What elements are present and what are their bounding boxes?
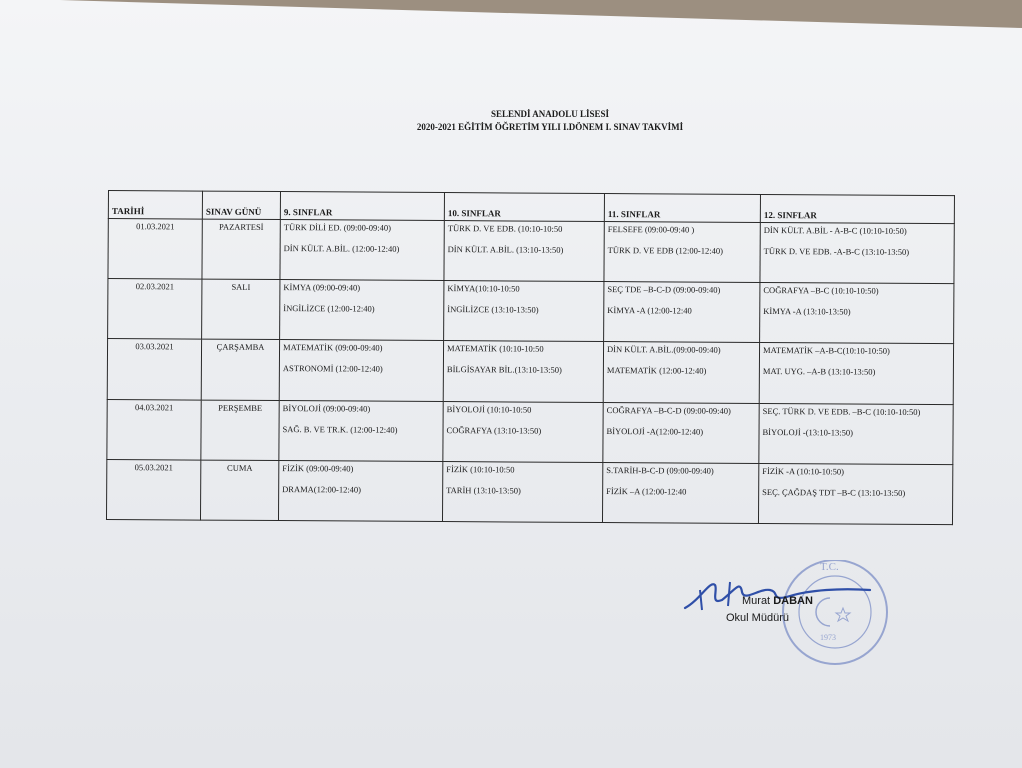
grade-10-exams	[444, 281, 604, 342]
exam-entry: KİMYA(10:10-10:50	[447, 283, 520, 294]
exam-entry: DİN KÜLT. A.BİL - A-B-C (10:10-10:50)	[763, 225, 907, 236]
table-row	[106, 459, 952, 524]
exam-entry: TÜRK D. VE EDB (12:00-12:40)	[607, 245, 723, 256]
exam-entry: BİYOLOJİ -(13:10-13:50)	[762, 426, 853, 438]
table-row	[108, 219, 954, 284]
col-header-day: SINAV GÜNÜ	[202, 191, 280, 220]
exam-day: PAZARTESİ	[202, 219, 280, 280]
exam-entry: BİLGİSAYAR BİL.(13:10-13:50)	[446, 364, 562, 376]
exam-entry: SAĞ. B. VE TR.K. (12:00-12:40)	[282, 423, 398, 435]
exam-day: PERŞEMBE	[201, 400, 279, 461]
grade-11-exams	[604, 222, 760, 283]
exam-day: ÇARŞAMBA	[201, 339, 279, 400]
exam-entry: FİZİK (09:00-09:40)	[282, 462, 354, 474]
col-header-grade-11: 11. SINFLAR	[604, 194, 760, 223]
exam-entry: KİMYA (09:00-09:40)	[283, 282, 361, 293]
exam-date: 01.03.2021	[108, 219, 202, 280]
exam-date: 05.03.2021	[106, 459, 200, 520]
col-header-grade-10: 10. SINFLAR	[444, 193, 604, 222]
exam-entry: MATEMATİK –A-B-C(10:10-10:50)	[763, 345, 890, 357]
exam-entry: KİMYA -A (12:00-12:40	[607, 305, 692, 316]
grade-12-exams	[760, 283, 954, 344]
exam-entry: SEÇ. ÇAĞDAŞ TDT –B-C (13:10-13:50)	[762, 486, 906, 498]
exam-entry: BİYOLOJİ (09:00-09:40)	[282, 402, 371, 414]
principal-title: Okul Müdürü	[726, 612, 789, 624]
grade-11-exams	[603, 402, 759, 463]
stamp-top-text: T.C.	[820, 561, 839, 573]
document-header	[340, 108, 760, 134]
principal-name	[742, 595, 813, 607]
exam-entry: FİZİK –A (12:00-12:40	[606, 485, 687, 497]
grade-10-exams	[444, 221, 604, 282]
exam-entry: TARİH (13:10-13:50)	[446, 484, 521, 496]
document-title: 2020-2021 EĞİTİM ÖĞRETİM YILI I.DÖNEM I. SINAV TAKVİMİ	[416, 122, 684, 132]
exam-entry: COĞRAFYA –B-C (10:10-10:50)	[763, 285, 879, 296]
exam-entry: DİN KÜLT. A.BİL.(09:00-09:40)	[607, 344, 721, 356]
exam-date: 02.03.2021	[108, 279, 202, 340]
col-header-grade-9: 9. SINFLAR	[280, 192, 444, 221]
exam-entry: COĞRAFYA –B-C-D (09:00-09:40)	[606, 404, 731, 416]
grade-10-exams	[442, 461, 602, 522]
grade-9-exams	[280, 220, 444, 281]
exam-entry: FİZİK (10:10-10:50	[446, 463, 515, 475]
official-stamp-and-signature	[680, 560, 900, 670]
exam-entry: BİYOLOJİ (10:10-10:50	[446, 403, 532, 415]
grade-9-exams	[279, 340, 443, 401]
table-row	[107, 339, 953, 404]
table-row	[108, 279, 954, 344]
grade-9-exams	[279, 400, 443, 461]
grade-9-exams	[278, 460, 442, 521]
col-header-grade-12: 12. SINFLAR	[760, 194, 954, 223]
exam-entry: TÜRK D. VE EDB. -A-B-C (13:10-13:50)	[763, 246, 910, 257]
exam-entry: BİYOLOJİ -A(12:00-12:40)	[606, 425, 704, 437]
exam-entry: KİMYA -A (13:10-13:50)	[763, 306, 851, 317]
exam-date: 04.03.2021	[107, 399, 201, 460]
principal-surname: DABAN	[773, 595, 813, 607]
stamp-year: 1973	[820, 633, 836, 642]
grade-12-exams	[758, 463, 952, 524]
grade-12-exams	[760, 223, 954, 284]
exam-entry: MATEMATİK (12:00-12:40)	[606, 365, 707, 377]
crescent-star-icon	[816, 598, 830, 626]
exam-day: CUMA	[200, 460, 278, 521]
exam-entry: DRAMA(12:00-12:40)	[282, 483, 362, 495]
col-header-date: TARİHİ	[108, 191, 202, 220]
grade-11-exams	[604, 282, 760, 343]
exam-day: SALI	[202, 279, 280, 340]
table-row	[107, 399, 953, 464]
exam-entry: SEÇ TDE –B-C-D (09:00-09:40)	[607, 284, 721, 295]
grade-10-exams	[443, 341, 603, 402]
exam-entry: DİN KÜLT. A.BİL. (12:00-12:40)	[283, 243, 400, 254]
exam-entry: MAT. UYG. –A-B (13:10-13:50)	[762, 366, 876, 378]
exam-entry: FİZİK -A (10:10-10:50)	[762, 465, 845, 477]
principal-first-name: Murat	[742, 595, 771, 607]
exam-entry: COĞRAFYA (13:10-13:50)	[446, 424, 542, 436]
exam-entry: ASTRONOMİ (12:00-12:40)	[282, 363, 383, 375]
exam-entry: FELSEFE (09:00-09:40 )	[607, 224, 695, 235]
exam-date: 03.03.2021	[107, 339, 201, 400]
school-name: SELENDİ ANADOLU LİSESİ	[490, 109, 610, 119]
exam-entry: TÜRK DİLİ ED. (09:00-09:40)	[283, 222, 391, 233]
exam-entry: İNGİLİZCE (12:00-12:40)	[283, 303, 375, 314]
grade-12-exams	[759, 403, 953, 464]
official-stamp	[783, 560, 887, 664]
grade-11-exams	[603, 342, 759, 403]
grade-10-exams	[443, 401, 603, 462]
exam-entry: MATEMATİK (09:00-09:40)	[283, 342, 383, 354]
exam-entry: İNGİLİZCE (13:10-13:50)	[447, 304, 539, 315]
grade-9-exams	[280, 280, 444, 341]
grade-11-exams	[602, 462, 758, 523]
exam-entry: SEÇ. TÜRK D. VE EDB. –B-C (10:10-10:50)	[762, 405, 921, 417]
exam-entry: TÜRK D. VE EDB. (10:10-10:50	[447, 223, 563, 234]
exam-entry: S.TARİH-B-C-D (09:00-09:40)	[606, 464, 714, 476]
exam-schedule-table	[106, 190, 955, 525]
exam-entry: DİN KÜLT. A.BİL. (13:10-13:50)	[447, 244, 564, 255]
grade-12-exams	[759, 343, 953, 404]
exam-entry: MATEMATİK (10:10-10:50	[447, 343, 544, 355]
